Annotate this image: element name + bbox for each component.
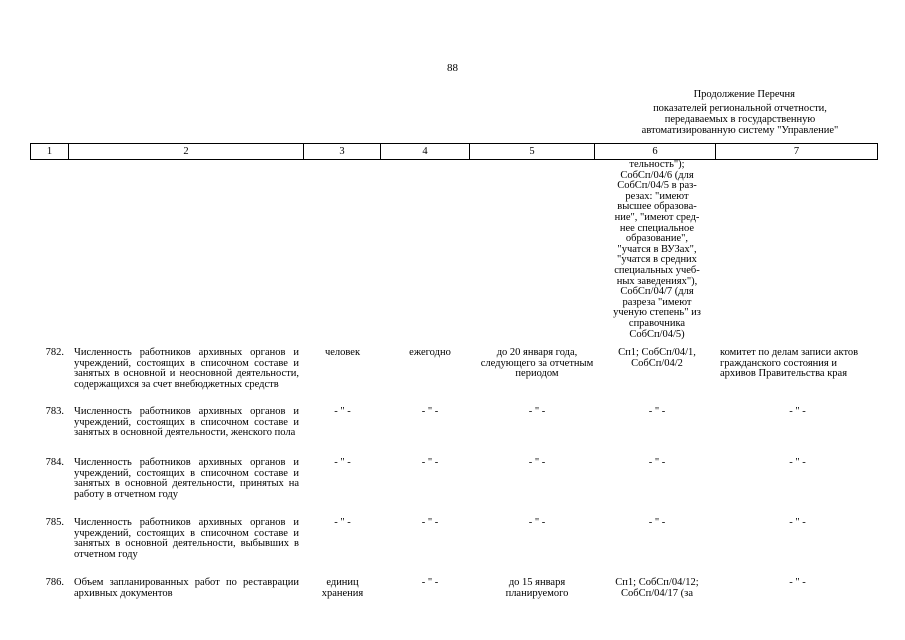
indicator-name: Объем запланированных работ по реставрации архивных документов [74,577,299,599]
deadline-cell: - " - [528,517,546,528]
continued-forms-line: высшее образова- [617,201,697,213]
continued-forms-line: ных заведениях"), [616,275,698,287]
continued-forms-line: тельность"); [629,159,685,170]
column-header: 1 [31,144,69,160]
periodicity-cell: - " - [421,457,439,468]
unit-cell: - " - [334,457,351,468]
deadline-cell: - " - [528,406,546,417]
periodicity-cell: - " - [421,517,439,528]
continued-forms-line: СобСп/04/6 (для [620,169,694,181]
forms-cell: - " - [648,517,666,528]
forms-cell: - " - [648,457,666,468]
responsible-cell: - " - [789,517,806,528]
indicator-name: Численность работников архивных органов и учреждений, состоящих в списочном составе и занятых в основной деятельности, женского пола [74,406,299,439]
row-number: 786. [45,577,64,588]
deadline-cell: - " - [528,457,546,468]
continued-forms-line: резах: "имеют [625,190,689,202]
caption-continuation-text: Продолжение Перечня [693,89,795,100]
continued-forms-line: специальных учеб- [614,264,700,276]
column-header: 2 [69,144,304,160]
column-header-row [31,144,878,160]
responsible-cell: - " - [789,577,806,588]
continued-forms-line: образование", [625,233,689,245]
continued-forms-line: ние", "имеют сред- [614,211,700,223]
column-header: 3 [304,144,381,160]
continued-forms-line: СобСп/04/5 в раз- [617,180,697,192]
unit-cell: - " - [334,406,351,417]
periodicity-cell: ежегодно [409,347,451,358]
forms-cell: Сп1; СобСп/04/1, СобСп/04/2 [618,347,696,369]
row-number: 782. [45,347,64,358]
unit-cell: единиц хранения [321,577,364,599]
forms-cell: Сп1; СобСп/04/12; СобСп/04/17 (за [615,577,699,599]
caption-line: передаваемых в государственную [664,114,816,125]
column-header: 6 [595,144,716,160]
responsible-cell: - " - [789,406,806,417]
continued-forms-line: разреза "имеют [622,296,692,308]
column-header-table [30,143,878,160]
deadline-cell: до 15 января планируемого [505,577,569,599]
continued-forms-cell [598,160,716,340]
continued-forms-line: "учатся в средних [617,254,697,266]
continued-forms-line: ученую степень" из [613,307,701,319]
unit-cell: - " - [334,517,351,528]
caption-line: автоматизированную систему "Управление" [641,125,839,136]
indicator-name: Численность работников архивных органов и учреждений, состоящих в списочном составе и занятых в основной и неосновной деятельности, содержащихся за счет внебюджетных средств [74,347,299,390]
unit-cell: человек [324,347,361,358]
responsible-cell: комитет по делам записи актов гражданского состояния и архивов Правительства края [720,347,859,380]
column-header: 4 [381,144,470,160]
periodicity-cell: - " - [421,577,439,588]
caption-title [615,103,865,136]
caption-line: показателей региональной отчетности, [653,103,827,114]
continued-forms-line: нее специальное [619,222,695,234]
continued-forms-line: СобСп/04/7 (для [620,286,694,298]
deadline-cell: до 20 января года, следующего за отчетным периодом [480,347,594,380]
indicator-name: Численность работников архивных органов и учреждений, состоящих в списочном составе и занятых в основной деятельности, выбывших в отчетном году [74,517,299,560]
continued-forms-line: СобСп/04/5) [629,328,685,340]
continued-forms-line: справочника [628,317,686,329]
indicator-name: Численность работников архивных органов и учреждений, состоящих в списочном составе и занятых в основной деятельности, принятых на работу в отчетном году [74,457,299,500]
continued-forms-line: "учатся в ВУЗах", [617,243,697,255]
page-number: 88 [447,62,458,74]
responsible-cell: - " - [789,457,806,468]
row-number: 783. [45,406,64,417]
row-number: 785. [45,517,64,528]
periodicity-cell: - " - [421,406,439,417]
row-number: 784. [45,457,64,468]
column-header: 7 [716,144,878,160]
column-header: 5 [470,144,595,160]
forms-cell: - " - [648,406,666,417]
